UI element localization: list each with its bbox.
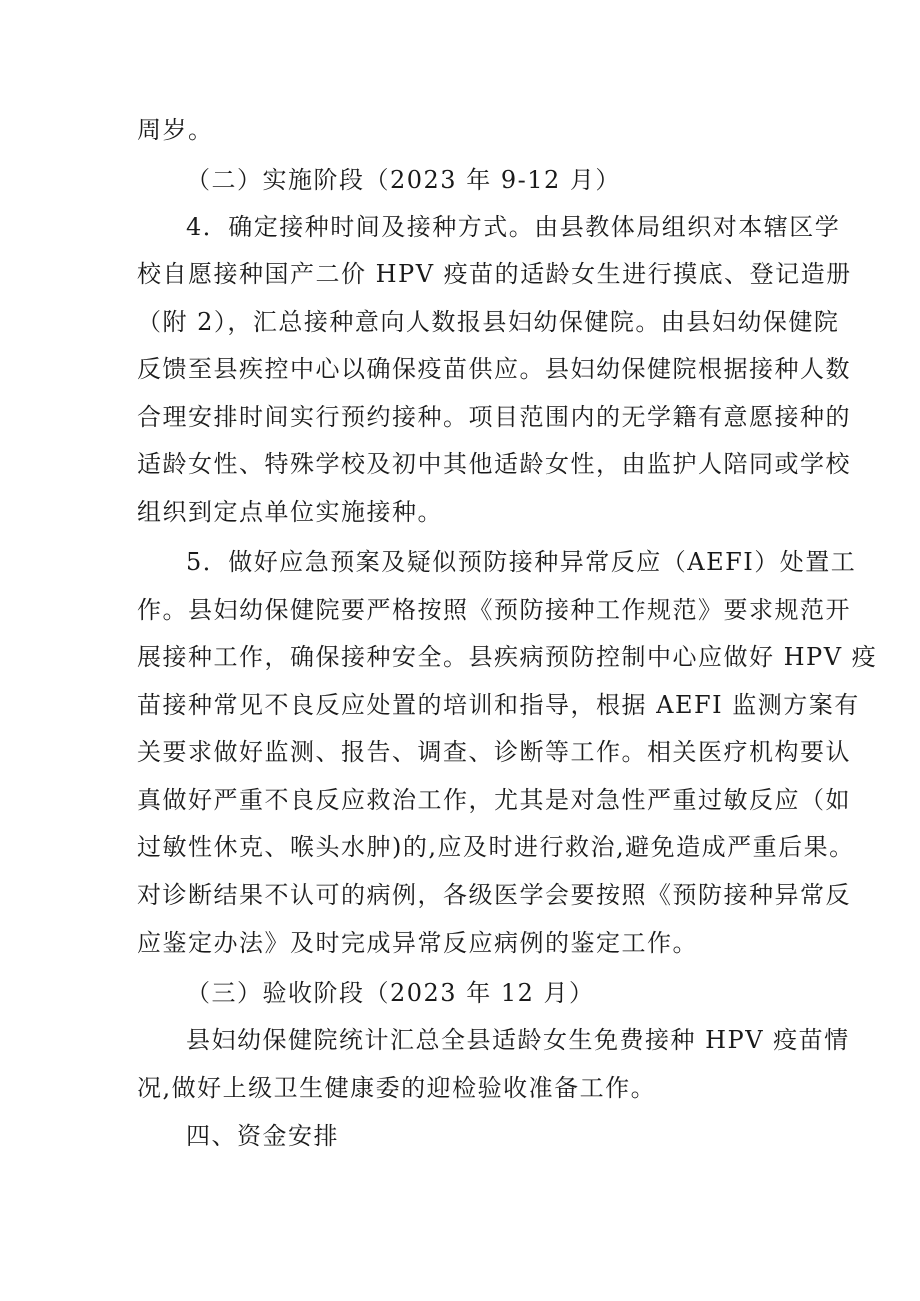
text-line: 5．做好应急预案及疑似预防接种异常反应（AEFI）处置工 <box>186 548 857 576</box>
text-line: 况,做好上级卫生健康委的迎检验收准备工作。 <box>137 1074 657 1102</box>
text-line: 对诊断结果不认可的病例，各级医学会要按照《预防接种异常反 <box>137 881 851 909</box>
text-line: 作。县妇幼保健院要严格按照《预防接种工作规范》要求规范开 <box>137 596 851 624</box>
text-line: 组织到定点单位实施接种。 <box>137 498 443 526</box>
section-heading: （二）实施阶段（2023 年 9-12 月） <box>186 166 621 194</box>
text-line: （附 2），汇总接种意向人数报县妇幼保健院。由县妇幼保健院 <box>137 308 840 336</box>
text-line: 周岁。 <box>137 116 214 144</box>
text-line: 县妇幼保健院统计汇总全县适龄女生免费接种 HPV 疫苗情 <box>186 1026 850 1054</box>
text-line: 4．确定接种时间及接种方式。由县教体局组织对本辖区学 <box>186 213 841 241</box>
section-heading: 四、资金安排 <box>186 1122 339 1150</box>
text-line: 关要求做好监测、报告、调查、诊断等工作。相关医疗机构要认 <box>137 738 851 766</box>
text-line: 过敏性休克、喉头水肿)的,应及时进行救治,避免造成严重后果。 <box>137 833 855 861</box>
text-line: 校自愿接种国产二价 HPV 疫苗的适龄女生进行摸底、登记造册 <box>137 260 852 288</box>
section-heading: （三）验收阶段（2023 年 12 月） <box>186 979 595 1007</box>
text-line: 展接种工作，确保接种安全。县疾病预防控制中心应做好 HPV 疫 <box>137 643 878 671</box>
text-line: 合理安排时间实行预约接种。项目范围内的无学籍有意愿接种的 <box>137 403 851 431</box>
text-line: 苗接种常见不良反应处置的培训和指导，根据 AEFI 监测方案有 <box>137 691 860 719</box>
text-line: 真做好严重不良反应救治工作，尤其是对急性严重过敏反应（如 <box>137 786 851 814</box>
text-line: 适龄女性、特殊学校及初中其他适龄女性，由监护人陪同或学校 <box>137 450 851 478</box>
text-line: 应鉴定办法》及时完成异常反应病例的鉴定工作。 <box>137 929 698 957</box>
text-line: 反馈至县疾控中心以确保疫苗供应。县妇幼保健院根据接种人数 <box>137 355 851 383</box>
